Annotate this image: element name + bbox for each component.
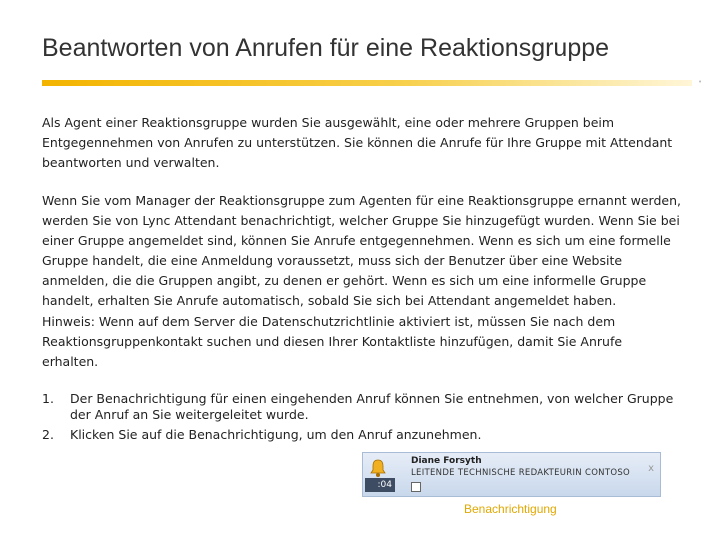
agent-paragraph: Wenn Sie vom Manager der Reaktionsgruppe zum Agenten für eine Reaktionsgruppe ernannt werden, werden Sie von Lync Attendant benachrichtigt, welcher Gruppe Sie hinzugefügt wurden. Wenn Sie bei einer Gruppe angemeldet sind, können Sie Anrufe entgegennehmen. Wenn es sich um eine formelle Gruppe handelt, die eine Anmeldung voraussetzt, muss sich der Benutzer über eine Website anmelden, die die Gruppen angibt, zu denen er gehört. Wenn es sich um eine informelle Gruppe handelt, erhalten Sie Anrufe automatisch, sobald Sie sich bei Attendant angemeldet haben. [42, 193, 681, 308]
steps-list [42, 391, 682, 443]
caller-name: Diane Forsyth [411, 456, 482, 466]
bell-icon [368, 458, 388, 478]
page-title: Beantworten von Anrufen für eine Reaktionsgruppe [42, 34, 610, 62]
step-text: Der Benachrichtigung für einen eingehenden Anruf können Sie entnehmen, von welcher Gruppe der Anruf an Sie weitergeleitet wurde. [70, 391, 674, 422]
list-item [42, 391, 682, 423]
title-divider [42, 80, 692, 86]
notification-caption: Benachrichtigung [464, 502, 557, 516]
notification-checkbox[interactable] [411, 482, 421, 492]
list-item [42, 427, 682, 443]
incoming-call-notification[interactable] [362, 452, 661, 497]
content-area [42, 113, 682, 447]
intro-paragraph: Als Agent einer Reaktionsgruppe wurden Sie ausgewählt, eine oder mehrere Gruppen beim Entgegennehmen von Anrufen zu unterstützen. Sie können die Anrufe für Ihre Gruppe mit Attendant beantworten und verwalten. [42, 115, 673, 170]
corner-mark: • [698, 78, 703, 86]
note-paragraph: Hinweis: Wenn auf dem Server die Datenschutzrichtlinie aktiviert ist, müssen Sie nach dem Reaktionsgruppenkontakt suchen und diesen Ihrer Kontaktliste hinzufügen, damit Sie Anrufe erhalten. [42, 314, 623, 369]
step-number: 2. [42, 427, 54, 442]
step-number: 1. [42, 391, 54, 406]
call-timer: :04 [365, 478, 395, 492]
close-icon[interactable]: x [648, 463, 654, 474]
response-group-name: LEITENDE TECHNISCHE REDAKTEURIN CONTOSO [411, 468, 631, 478]
step-text: Klicken Sie auf die Benachrichtigung, um den Anruf anzunehmen. [70, 427, 482, 442]
